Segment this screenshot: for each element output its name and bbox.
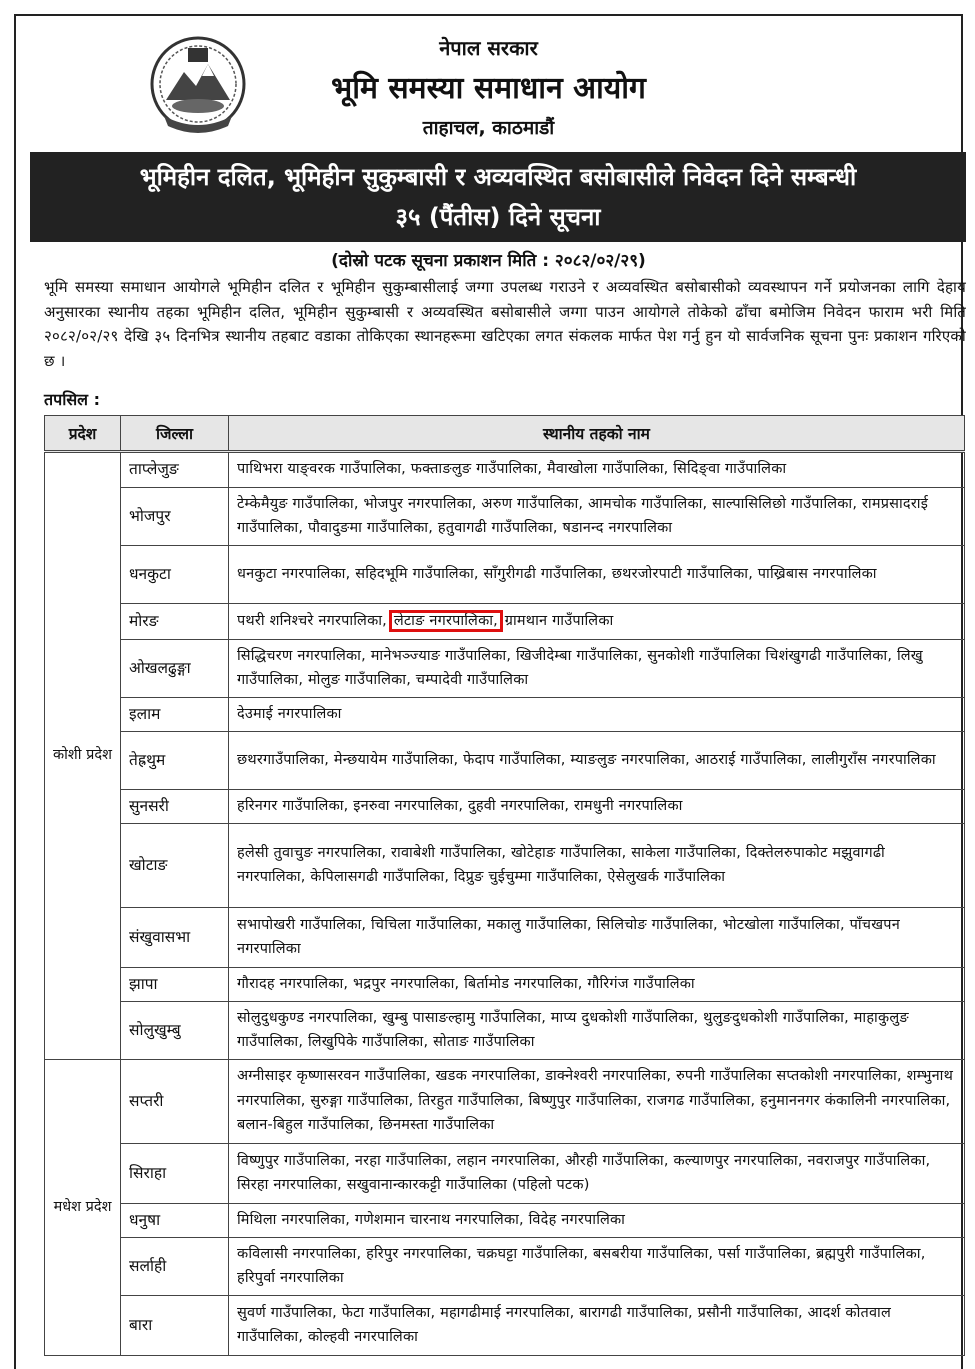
notice-body: भूमि समस्या समाधान आयोगले भूमिहीन दलित र भूमिहीन सुकुम्बासीलाई जग्गा उपलब्ध गराउने र अव्यवस्थित बसोबासीको व्यवस्थापन गर्ने प्रयोजनका लागि देहाय अनुसारका स्थानीय तहका भूमिहीन दलित, भूमिहीन सुकुम्बासी र अव्यवस्थित बसोबासीले जग्गा पाउन आयोगले तोकेको ढाँचा बमोजिम निवेदन फाराम भरी मिति २०८२/०२/२९ देखि ३५ दिनभित्र स्थानीय तहबाट वडाका तोकिएका स्थानहरूमा खटिएका लगत संकलक मार्फत पेश गर्नु हुन यो सार्वजनिक सूचना पुनः प्रकाशन गरिएको छ ।: [44, 278, 966, 370]
column-header-local-level: स्थानीय तहको नाम: [229, 416, 965, 452]
district-cell: झापा: [121, 968, 229, 1002]
district-cell: सुनसरी: [121, 790, 229, 824]
table-row: [45, 698, 965, 732]
table-row: [45, 1238, 965, 1296]
district-cell: सप्तरी: [121, 1060, 229, 1144]
local-level-cell: धनकुटा नगरपालिका, सहिदभूमि गाउँपालिका, साँगुरीगढी गाउँपालिका, छथरजोरपाटी गाउँपालिका, पाख्रिबास नगरपालिका: [229, 546, 965, 604]
local-level-cell: मिथिला नगरपालिका, गणेशमान चारनाथ नगरपालिका, विदेह नगरपालिका: [229, 1204, 965, 1238]
banner-line-1: भूमिहीन दलित, भूमिहीन सुकुम्बासी र अव्यवस्थित बसोबासीले निवेदन दिने सम्बन्धी: [139, 163, 857, 191]
table-row: [45, 546, 965, 604]
local-level-cell: सोलुदुधकुण्ड नगरपालिका, खुम्बु पासाङल्हामु गाउँपालिका, माप्य दुधकोशी गाउँपालिका, थुलुङदुधकोशी गाउँपालिका, माहाकुलुङ गाउँपालिका, लिखुपिके गाउँपालिका, सोताङ गाउँपालिका: [229, 1002, 965, 1060]
details-label: तपसिल :: [44, 390, 100, 409]
local-level-cell: विष्णुपुर गाउँपालिका, नरहा गाउँपालिका, लहान नगरपालिका, औरही गाउँपालिका, कल्याणपुर नगरपालिका, नवराजपुर गाउँपालिका, सिरहा नगरपालिका, सखुवानान्कारकट्टी गाउँपालिका (पहिलो पटक): [229, 1144, 965, 1204]
column-header-province: प्रदेश: [45, 416, 121, 452]
table-row: [45, 1002, 965, 1060]
local-level-cell: छथरगाउँपालिका, मेन्छयायेम गाउँपालिका, फेदाप गाउँपालिका, म्याङलुङ नगरपालिका, आठराई गाउँपालिका, लालीगुराँस नगरपालिका: [229, 732, 965, 790]
table-row: [45, 790, 965, 824]
local-level-cell: देउमाई नगरपालिका: [229, 698, 965, 732]
table-row: [45, 1296, 965, 1356]
local-level-cell: गौरादह नगरपालिका, भद्रपुर नगरपालिका, बिर्तामोड नगरपालिका, गौरिगंज गाउँपालिका: [229, 968, 965, 1002]
notice-title-banner: [30, 152, 966, 242]
local-level-cell: हरिनगर गाउँपालिका, इनरुवा नगरपालिका, दुहवी नगरपालिका, रामधुनी नगरपालिका: [229, 790, 965, 824]
local-level-cell: हलेसी तुवाचुङ नगरपालिका, रावाबेशी गाउँपालिका, खोटेहाङ गाउँपालिका, साकेला गाउँपालिका, दिक्तेलरुपाकोट मझुवागढी नगरपालिका, केपिलासगढी गाउँपालिका, दिप्रुङ चुईचुम्मा गाउँपालिका, ऐसेलुखर्क गाउँपालिका: [229, 824, 965, 908]
local-level-cell: [229, 604, 965, 640]
district-cell: इलाम: [121, 698, 229, 732]
table-row: [45, 1144, 965, 1204]
district-cell: खोटाङ: [121, 824, 229, 908]
province-cell-madhesh: मधेश प्रदेश: [45, 1060, 121, 1356]
commission-title: भूमि समस्या समाधान आयोग: [331, 71, 646, 106]
table-row: [45, 732, 965, 790]
local-level-text: पथरी शनिश्चरे नगरपालिका,: [237, 612, 387, 629]
table-row: [45, 908, 965, 968]
local-level-cell: अग्नीसाइर कृष्णासरवन गाउँपालिका, खडक नगरपालिका, डाक्नेश्वरी नगरपालिका, रुपनी गाउँपालिका सप्तकोशी नगरपालिका, शम्भुनाथ नगरपालिका, सुरुङ्गा गाउँपालिका, तिरहुत गाउँपालिका, बिष्णुपुर गाउँपालिका, राजगढ गाउँपालिका, हनुमाननगर कंकालिनी नगरपालिका, बलान-बिहुल गाउँपालिका, छिनमस्ता गाउँपालिका: [229, 1060, 965, 1144]
table-row: [45, 604, 965, 640]
district-cell: धनकुटा: [121, 546, 229, 604]
district-cell: भोजपुर: [121, 488, 229, 546]
government-title: नेपाल सरकार: [439, 36, 538, 60]
table-row: [45, 1204, 965, 1238]
district-cell: मोरङ: [121, 604, 229, 640]
province-cell-koshi: कोशी प्रदेश: [45, 452, 121, 1060]
district-cell: सोलुखुम्बु: [121, 1002, 229, 1060]
column-header-district: जिल्ला: [121, 416, 229, 452]
table-row: [45, 824, 965, 908]
local-levels-table: [44, 415, 965, 1356]
notice-page: [14, 14, 966, 1369]
table-row: [45, 488, 965, 546]
district-cell: ओखलढुङ्गा: [121, 640, 229, 698]
table-row: [45, 1060, 965, 1144]
local-level-text: ग्रामथान गाउँपालिका: [504, 612, 614, 629]
district-cell: ताप्लेजुङ: [121, 452, 229, 488]
district-cell: बारा: [121, 1296, 229, 1356]
district-cell: धनुषा: [121, 1204, 229, 1238]
local-level-cell: सभापोखरी गाउँपालिका, चिचिला गाउँपालिका, मकालु गाउँपालिका, सिलिचोङ गाउँपालिका, भोटखोला गाउँपालिका, पाँचखपन नगरपालिका: [229, 908, 965, 968]
table-row: [45, 968, 965, 1002]
local-level-cell: टेम्केमैयुङ गाउँपालिका, भोजपुर नगरपालिका, अरुण गाउँपालिका, आमचोक गाउँपालिका, साल्पासिलिछो गाउँपालिका, रामप्रसादराई गाउँपालिका, पौवादुङमा गाउँपालिका, हतुवागढी गाउँपालिका, षडानन्द नगरपालिका: [229, 488, 965, 546]
local-level-cell: सिद्धिचरण नगरपालिका, मानेभञ्ज्याङ गाउँपालिका, खिजीदेम्बा गाउँपालिका, सुनकोशी गाउँपालिका चिशंखुगढी गाउँपालिका, लिखु गाउँपालिका, मोलुङ गाउँपालिका, चम्पादेवी गाउँपालिका: [229, 640, 965, 698]
district-cell: संखुवासभा: [121, 908, 229, 968]
local-level-cell: कविलासी नगरपालिका, हरिपुर नगरपालिका, चक्रघट्टा गाउँपालिका, बसबरीया गाउँपालिका, पर्सा गाउँपालिका, ब्रह्मपुरी गाउँपालिका, हरिपुर्वा नगरपालिका: [229, 1238, 965, 1296]
table-row: [45, 640, 965, 698]
commission-address: ताहाचल, काठमाडौं: [422, 117, 555, 139]
table-header-row: [45, 416, 965, 452]
publication-date: (दोस्रो पटक सूचना प्रकाशन मिति : २०८२/०२/२९): [331, 251, 646, 271]
local-level-cell: पाथिभरा याङ्वरक गाउँपालिका, फक्ताङलुङ गाउँपालिका, मैवाखोला गाउँपालिका, सिदिङ्वा गाउँपालिका: [229, 452, 965, 488]
banner-line-2: ३५ (पैंतीस) दिने सूचना: [395, 203, 601, 231]
district-cell: तेह्रथुम: [121, 732, 229, 790]
local-level-cell: सुवर्ण गाउँपालिका, फेटा गाउँपालिका, महागढीमाई नगरपालिका, बारागढी गाउँपालिका, प्रसौनी गाउँपालिका, आदर्श कोतवाल गाउँपालिका, कोल्हवी नगरपालिका: [229, 1296, 965, 1356]
table-row: [45, 452, 965, 488]
district-cell: सर्लाही: [121, 1238, 229, 1296]
highlighted-local-level: लेटाङ नगरपालिका,: [393, 612, 498, 629]
district-cell: सिराहा: [121, 1144, 229, 1204]
